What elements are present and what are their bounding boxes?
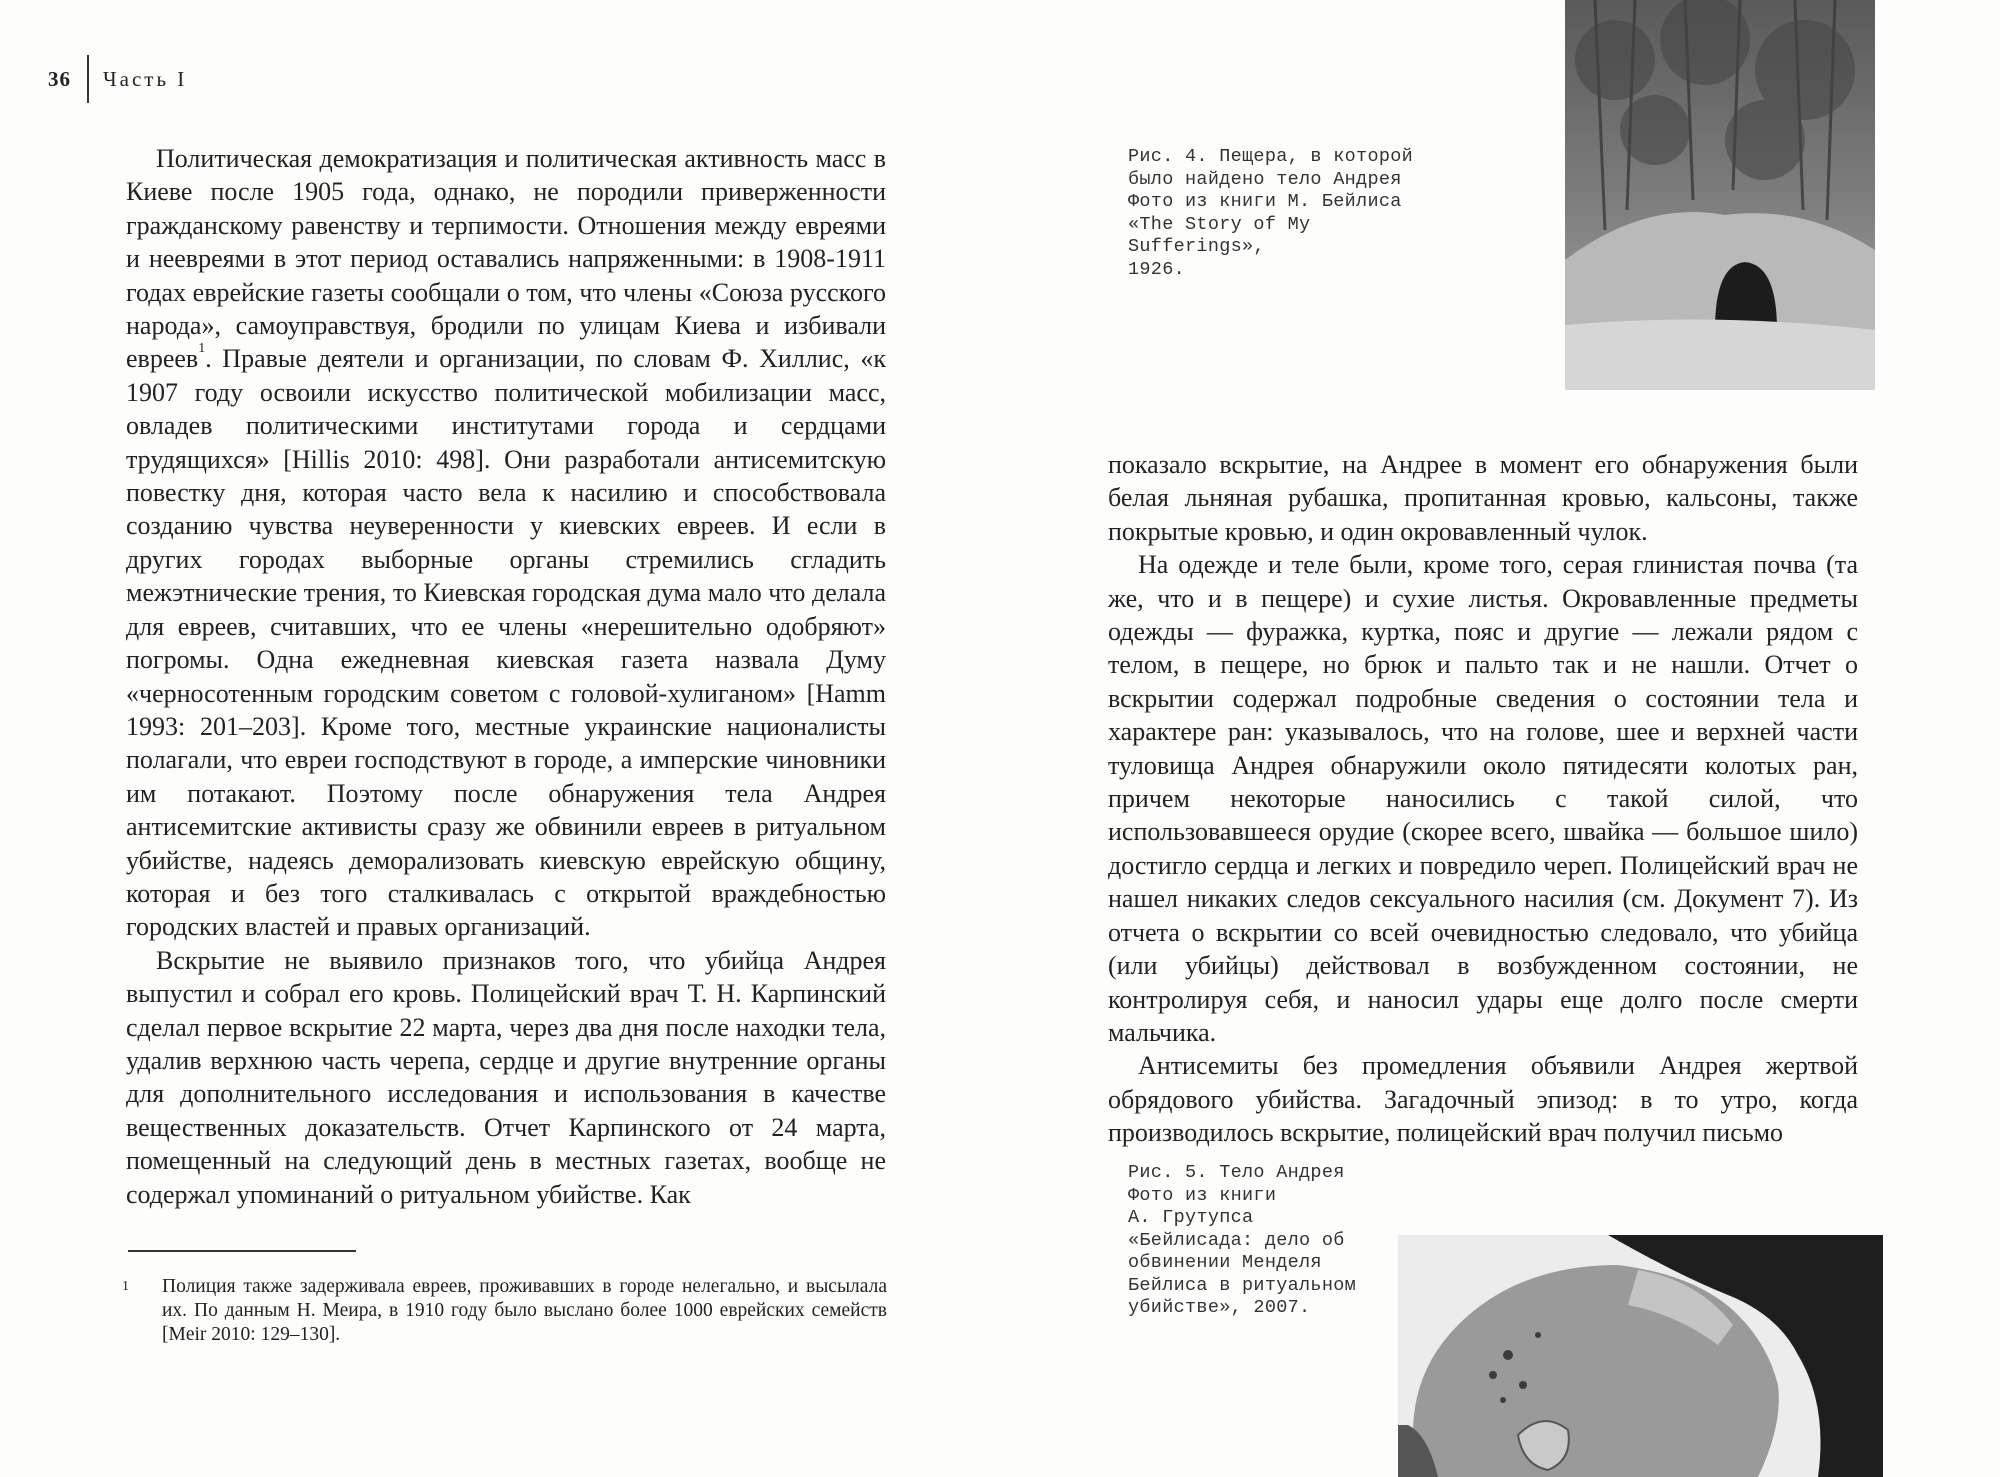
footnote-text: Полиция также задерживала евреев, проживавших в городе нелегально, и высылала их. По данным Н. Меира, в 1910 году было выслано более 1000 еврейских семейств [Meir 2010: 129–130].: [162, 1276, 887, 1345]
caption-line: Фото из книги М. Бейлиса: [1128, 191, 1402, 212]
figure-4-caption: [1128, 146, 1448, 281]
body-photo: [1398, 1235, 1883, 1477]
cave-photo-image: [1565, 0, 1875, 390]
footnote-reference[interactable]: 1: [198, 341, 206, 357]
body-photo-image: [1398, 1235, 1883, 1477]
caption-line: «Бейлисада: дело об: [1128, 1229, 1345, 1251]
cave-photo: [1565, 0, 1875, 390]
left-column: [126, 142, 886, 1211]
footnote: [122, 1275, 887, 1347]
caption-line: обвинении Менделя: [1128, 1252, 1322, 1273]
footnote-marker: 1: [122, 1279, 129, 1294]
paragraph-text: . Правые деятели и организации, по словам Ф. Хиллис, «к 1907 году освоили искусство политической мобилизации масс, овладев политическими институтами города и сердцами трудящихся» [Hillis 2010: 498]. Они разработали антисемитскую повестку дня, которая часто вела к насилию и способствовала созданию чувства неуверенности у киевских евреев. И если в других городах выборные органы стремились сгладить межэтнические трения, то Киевская городская дума мало что делала для евреев, считавших, что ее члены «нерешительно одобряют» погромы. Одна ежедневная киевская газета назвала Думу «черносотенным городским советом с головой-хулиганом» [Hamm 1993: 201–203]. Кроме того, местные украинские националисты полагали, что евреи господствуют в городе, а имперские чиновники им потакают. Поэтому после обнаружения тела Андрея антисемитские активисты сразу же обвинили евреев в ритуальном убийстве, надеясь деморализовать киевскую еврейскую общину, которая и без того сталкивалась с открытой враждебностью городских властей и правых организаций.: [126, 344, 886, 942]
figure-5-caption: [1128, 1162, 1388, 1320]
caption-line: «The Story of My Sufferings»,: [1128, 213, 1311, 257]
paragraph: показало вскрытие, на Андрее в момент его обнаружения были белая льняная рубашка, пропитанная кровью, кальсоны, также покрытые кровью, и один окровавленный чулок.: [1108, 450, 1858, 546]
caption-line: 1926.: [1128, 258, 1186, 280]
running-header: [48, 54, 187, 104]
footnote-separator: [128, 1250, 356, 1252]
right-column: [1108, 448, 1858, 1150]
paragraph: Антисемиты без промедления объявили Андрея жертвой обрядового убийства. Загадочный эпизод: в то утро, когда производилось вскрытие, полицейский врач получил письмо: [1108, 1051, 1858, 1148]
paragraph: Вскрытие не выявило признаков того, что убийца Андрея выпустил и собрал его кровь. Полицейский врач Т. Н. Карпинский сделал первое вскрытие 22 марта, через два дня после находки тела, удалив верхнюю часть черепа, сердце и другие внутренние органы для дополнительного исследования и использования в качестве вещественных доказательств. Отчет Карпинского от 24 марта, помещенный на следующий день в местных газетах, вообще не содержал упоминаний о ритуальном убийстве. Как: [126, 945, 886, 1209]
paragraph-text: Политическая демократизация и политическая активность масс в Киеве после 1905 года, однако, не породили приверженности гражданскому равенству и терпимости. Отношения между евреями и неевреями в этот период оставались напряженными: в 1908-1911 годах еврейские газеты сообщали о том, что члены «Союза русского народа», самоуправствуя, бродили по улицам Киева и избивали евреев: [126, 144, 886, 374]
caption-line: Фото из книги: [1128, 1184, 1277, 1206]
caption-line: Бейлиса в ритуальном: [1128, 1274, 1357, 1296]
caption-line: убийстве», 2007.: [1128, 1297, 1311, 1318]
caption-line: Рис. 5. Тело Андрея: [1128, 1162, 1345, 1183]
caption-line: А. Грутупса: [1128, 1207, 1254, 1228]
page-number: 36: [48, 66, 71, 91]
section-title: Часть I: [103, 66, 188, 91]
header-divider: [87, 55, 89, 103]
paragraph: [126, 142, 886, 944]
caption-line: было найдено тело Андрея: [1128, 168, 1402, 190]
paragraph: На одежде и теле были, кроме того, серая глинистая почва (та же, что и в пещере) и сухие листья. Окровавленные предметы одежды — фуражка, куртка, пояс и другие — лежали рядом с телом, в пещере, но брюк и пальто так и не нашли. Отчет о вскрытии содержал подробные сведения о состоянии тела и характере ран: указывалось, что на голове, шее и верхней части туловища Андрея обнаружили около пятидесяти колотых ран, причем некоторые наносились с такой силой, что использовавшееся орудие (скорее всего, швайка — большое шило) достигло сердца и легких и повредило череп. Полицейский врач не нашел никаких следов сексуального насилия (см. Документ 7). Из отчета о вскрытии со всей очевидностью следовало, что убийца (или убийцы) действовал в возбужденном состоянии, не контролируя себя, и наносил удары еще долго после смерти мальчика.: [1108, 550, 1858, 1047]
caption-line: Рис. 4. Пещера, в которой: [1128, 146, 1414, 167]
